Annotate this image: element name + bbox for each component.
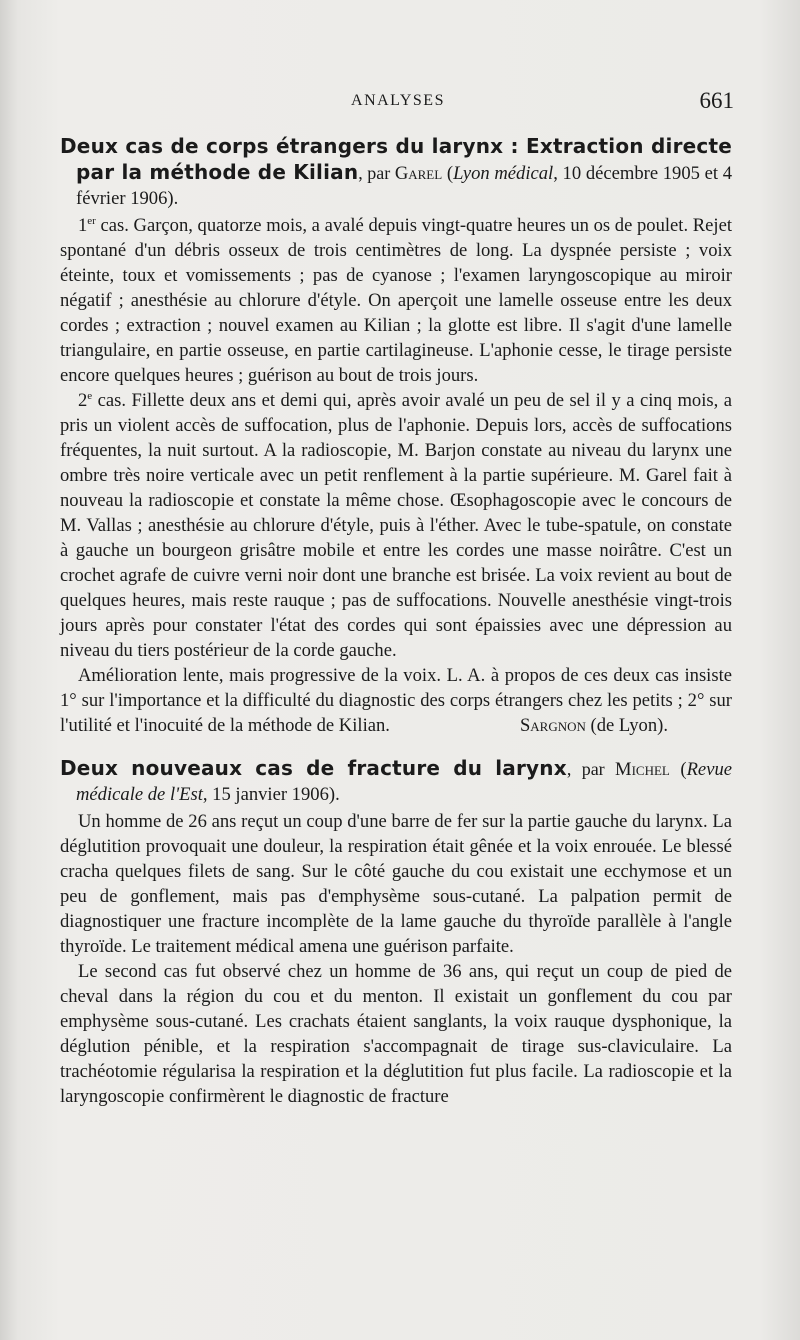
source-open: (	[669, 759, 687, 780]
paragraph-case-2	[60, 959, 732, 1109]
paragraph-text: cas. Fillette deux ans et demi qui, après avoir avalé un peu de sel il y a cinq mois, a pris un violent accès de suffocation, plus de l'aphonie. Depuis lors, accès de suffocations fréquentes, la nuit surtout. A la radioscopie, M. Barjon constate au niveau du larynx une ombre très noire verticale avec un petit renflement à la partie supérieure. M. Garel fait à nouveau la radioscopie et constate la même chose. Œsophagoscopie avec le concours de M. Vallas ; anesthésie au chlorure d'étyle, puis à l'éther. Avec le tube-spatule, on constate à gauche un bourgeon grisâtre mobile et entre les cordes une masse noirâtre. C'est un crochet agrafe de cuivre verni noir dont une branche est brisée. La voix revient au bout de quelques heures, mais reste rauque ; pas de suffocations. Nouvelle anesthésie vingt-trois jours après pour constater l'état des cordes qui sont épaissies avec une dépression au niveau du tiers postérieur de la corde gauche.	[60, 390, 732, 661]
article-larynx-fracture	[60, 756, 732, 1109]
paragraph-text: Un homme de 26 ans reçut un coup d'une barre de fer sur la partie gauche du larynx. La déglutition provoquait une douleur, la respiration était gênée et la voix enrouée. Le blessé cracha quelques filets de sang. Sur le côté gauche du cou existait une ecchymose et un peu de gonflement, mais pas d'emphysème sous-cutané. La palpation permit de diagnostiquer une fracture incomplète de la lame gauche du thyroïde parallèle à l'angle thyroïde. Le traitement médical amena une guérison parfaite.	[60, 811, 732, 957]
paragraph-case-2	[60, 388, 732, 663]
article-foreign-bodies	[60, 134, 732, 738]
source-date: , 15 janvier 1906).	[202, 784, 340, 805]
source-date: , 10 décembre 1905 et 4 février 1906).	[76, 163, 732, 209]
article-title-block	[60, 756, 732, 807]
article-author: Garel	[394, 163, 443, 184]
paragraph-case-1	[60, 809, 732, 959]
source-open: (	[442, 163, 454, 184]
byline-prefix: , par	[358, 163, 395, 183]
source-journal: Revue médicale de l'Est	[76, 759, 732, 805]
ordinal-suffix: e	[87, 389, 93, 402]
article-title: Deux cas de corps étrangers du larynx : Extraction directe par la méthode de Kilian	[60, 134, 732, 184]
reviewer-place: (de Lyon).	[585, 715, 668, 736]
article-title-block	[60, 134, 732, 211]
case-number: 2	[78, 390, 88, 411]
paragraph-conclusion	[60, 663, 732, 738]
paragraph-text: Le second cas fut observé chez un homme de 36 ans, qui reçut un coup de pied de cheval dans la région du cou et du menton. Il existait un gonflement du cou par emphysème sous-cutané. Les crachats étaient sanglants, la voix rauque dysphonique, la déglution pénible, et la respiration s'accompagnait de tirage sus-claviculaire. La trachéotomie régularisa la respiration et la déglutition fut plus facile. La radioscopie et la laryngoscopie confirmèrent le diagnostic de fracture	[60, 961, 732, 1107]
paragraph-case-1	[60, 213, 732, 388]
byline-prefix: , par	[566, 759, 616, 779]
text-column	[60, 134, 732, 1127]
article-title: Deux nouveaux cas de fracture du larynx	[60, 756, 567, 780]
ordinal-suffix: er	[87, 214, 96, 227]
paragraph-text: cas. Garçon, quatorze mois, a avalé depuis vingt-quatre heures un os de poulet. Rejet spontané d'un débris osseux de trois centimètres de long. La dyspnée persiste ; voix éteinte, toux et vomissements ; pas de cyanose ; l'examen laryngoscopique au miroir négatif ; anesthésie au chlorure d'étyle. On aperçoit une lamelle osseuse entre les deux cordes ; extraction ; nouvel examen au Kilian ; la glotte est libre. Il s'agit d'une lamelle triangulaire, en partie osseuse, en partie cartilagineuse. L'aphonie cesse, le tirage persiste encore quelques heures ; guérison au bout de trois jours.	[60, 215, 732, 386]
running-head: ANALYSES	[351, 92, 445, 109]
paragraph-text: Amélioration lente, mais progressive de la voix. L. A. à propos de ces deux cas insiste 1° sur l'importance et la difficulté du diagnostic des corps étrangers chez les petits ; 2° sur l'utilité et l'inocuité de la méthode de Kilian.	[60, 665, 732, 736]
source-journal: Lyon médical	[453, 163, 554, 184]
case-number: 1	[78, 215, 88, 236]
page-header	[62, 88, 734, 118]
reviewer-signature	[502, 713, 668, 738]
page-number: 661	[699, 88, 734, 113]
reviewer-name: Sargnon	[519, 715, 586, 736]
article-author: Michel	[615, 759, 670, 780]
